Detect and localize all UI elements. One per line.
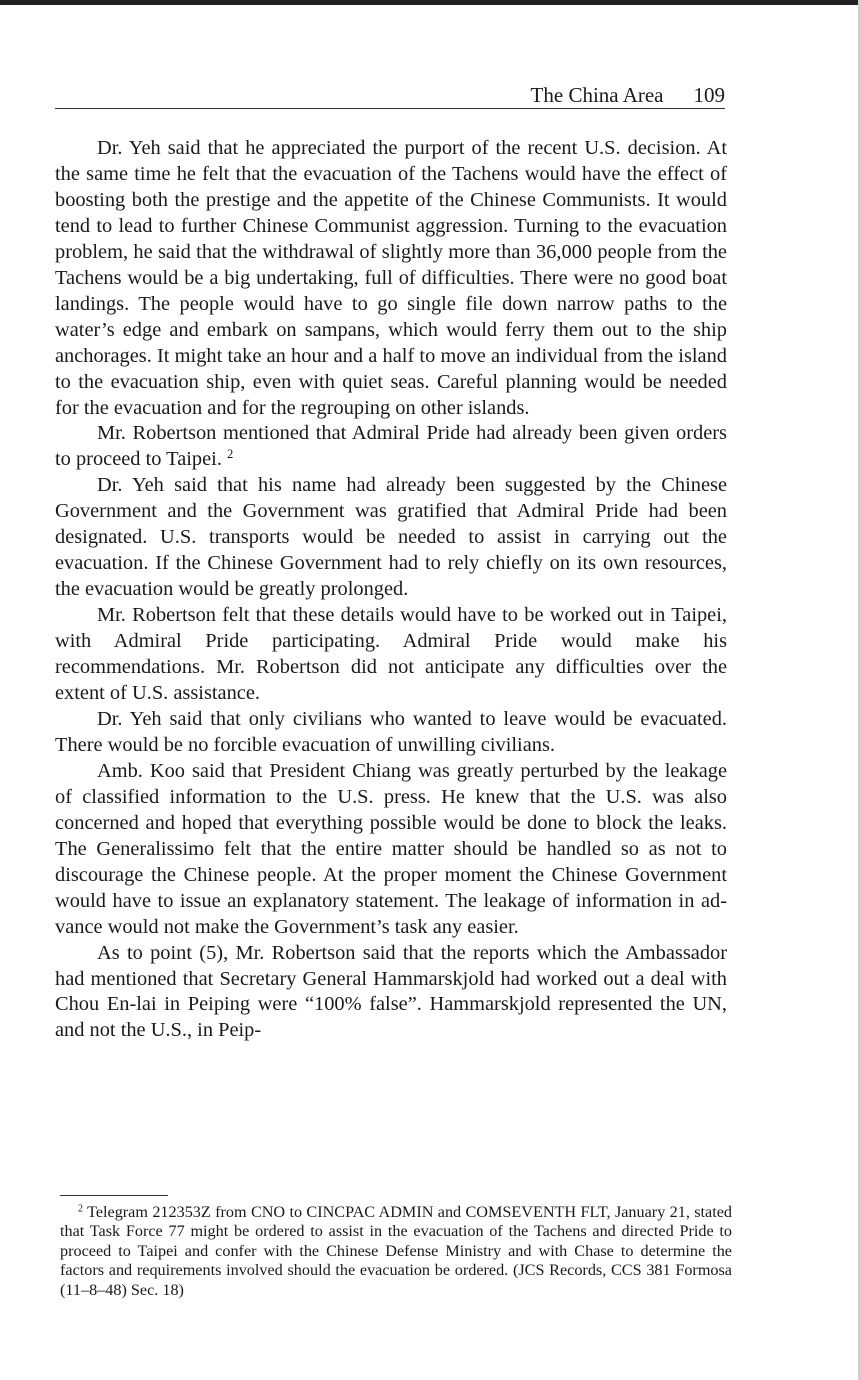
- paragraph-robertson-hammarskjold: As to point (5), Mr. Robertson said that the reports which the Ambassador had mentioned that Secretary General Hammarskjold had worked out a deal with Chou En-lai in Peiping were “100% false”. Hammarskjold represented the UN, and not the U.S., in Peip-: [55, 941, 727, 1042]
- paragraph-robertson-pride: [55, 421, 727, 473]
- footnote-rule: [60, 1195, 168, 1196]
- footnote-text: Telegram 212353Z from CNO to CINCPAC ADMIN and COMSEVENTH FLT, January 21, stated that Task Force 77 might be ordered to assist in the evacuation of the Tachens and directed Pride to proceed to Taipei and confer with the Chinese Defense Ministry and with Chase to determine the factors and requirements involved should the evacuation be ordered. (JCS Records, CCS 381 Formosa (11–8–48) Sec. 18): [60, 1203, 732, 1299]
- running-head-text: [531, 82, 725, 108]
- running-head: [55, 82, 725, 109]
- footnote-paragraph: [60, 1203, 732, 1300]
- body-text: [55, 136, 727, 1044]
- footnote-reference: 2: [227, 447, 234, 462]
- paragraph-yeh-tachens: Dr. Yeh said that he appreciated the purport of the recent U.S. decision. At the same time he felt that the evacuation of the Tachens would have the effect of boosting both the prestige and the appetite of the Chinese Communists. It would tend to lead to further Chinese Communist aggression. Turning to the evacuation problem, he said that the withdrawal of slightly more than 36,000 people from the Tachens would be a big undertaking, full of difficulties. There were no good boat landings. The people would have to go single file down narrow paths to the water’s edge and embark on sampans, which would ferry them out to the ship anchorages. It might take an hour and a half to move an individual from the island to the evacuation ship, even with quiet seas. Careful planning would be needed for the evacuation and for the regrouping on other islands.: [55, 137, 727, 419]
- top-edge-rule: [0, 0, 861, 5]
- paragraph-yeh-civilians: Dr. Yeh said that only civilians who wanted to leave would be evacuated. There would be no forcible evacuation of unwilling civilians.: [55, 707, 727, 756]
- page-number: 109: [693, 83, 725, 107]
- running-head-title: The China Area: [530, 83, 664, 107]
- footnote: [60, 1203, 732, 1300]
- paragraph-text: Mr. Robertson mentioned that Admiral Pride had already been given orders to proceed to Taipei.: [55, 422, 727, 471]
- paragraph-koo-leakage: Amb. Koo said that President Chiang was greatly perturbed by the leakage of classified information to the U.S. press. He knew that the U.S. was also concerned and hoped that everything possible would be done to block the leaks. The Generalissimo felt that the entire matter should be handled so as not to discourage the Chinese people. At the proper moment the Chinese Government would have to issue an explanatory statement. The leakage of information in advance would not make the Government’s task any easier.: [55, 759, 727, 938]
- footnote-marker: 2: [78, 1203, 84, 1215]
- paragraph-robertson-details: Mr. Robertson felt that these details would have to be worked out in Taipei, with Admiral Pride participating. Admiral Pride would make his recommendations. Mr. Robertson did not anticipate any difficulties over the extent of U.S. assistance.: [55, 604, 727, 705]
- paragraph-yeh-transports: Dr. Yeh said that his name had already been suggested by the Chinese Government and the Government was gratified that Admiral Pride had been designated. U.S. transports would be needed to assist in carrying out the evacuation. If the Chinese Government had to rely chiefly on its own resources, the evacuation would be greatly prolonged.: [55, 474, 727, 601]
